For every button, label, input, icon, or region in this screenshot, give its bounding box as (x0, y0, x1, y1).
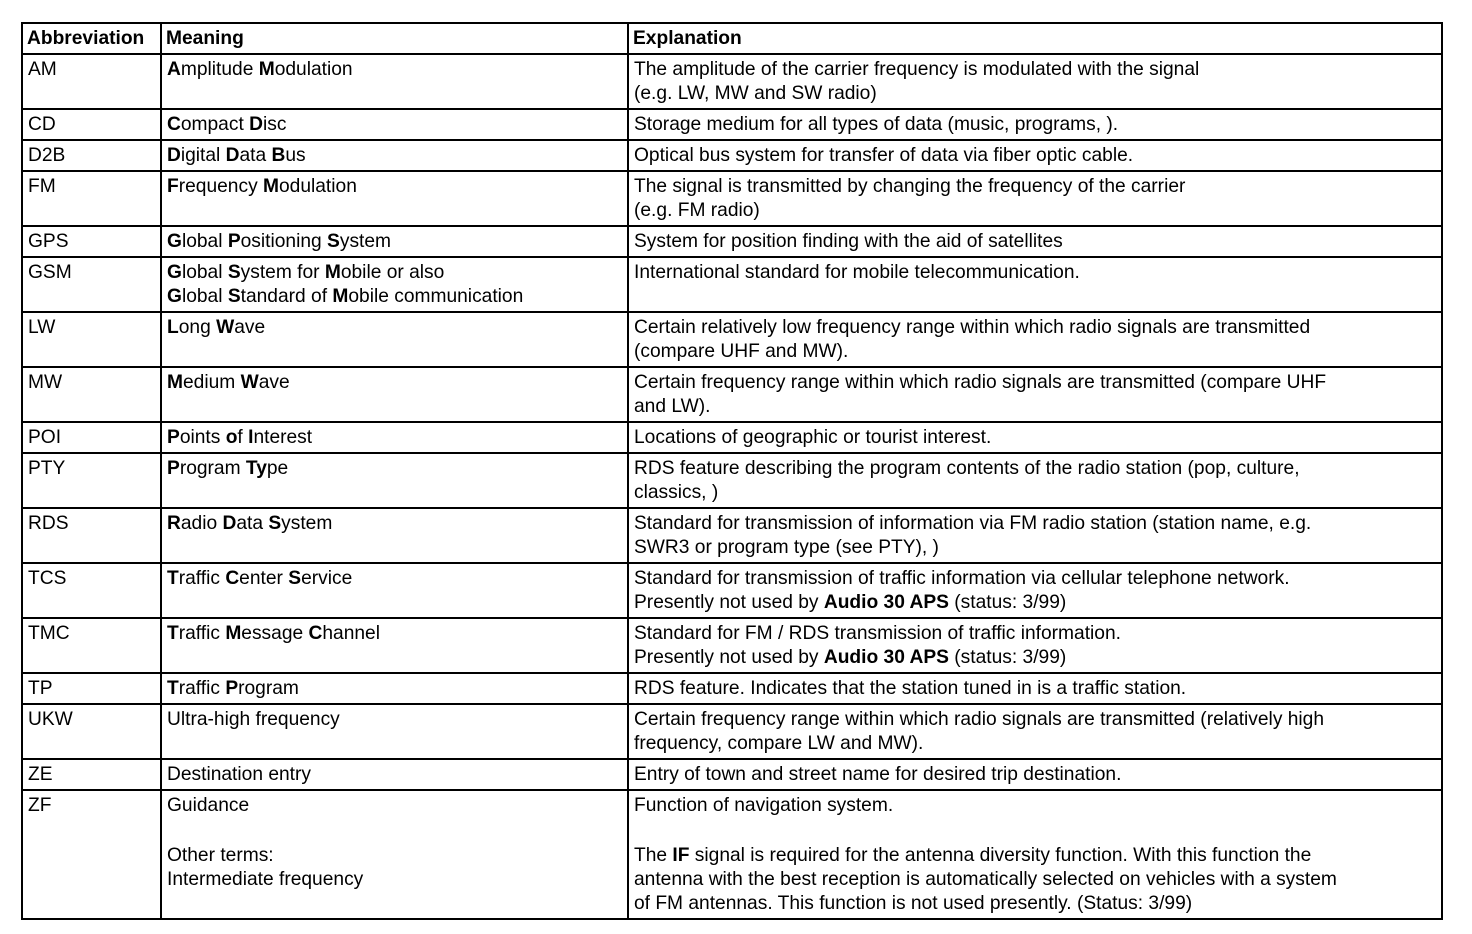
explanation-line (634, 395, 1437, 419)
abbreviation-cell: LW (22, 312, 161, 367)
text-segment: Other terms: (167, 845, 274, 866)
table-row (22, 618, 1442, 673)
text-segment: f (237, 427, 249, 448)
meaning-line (167, 316, 623, 340)
explanation-cell (628, 54, 1442, 109)
bold-text: P (227, 231, 241, 252)
table-row (22, 790, 1442, 919)
explanation-line (634, 794, 1437, 818)
text-segment: rogram (238, 678, 299, 699)
meaning-cell (161, 453, 628, 508)
text-segment: requency (178, 176, 263, 197)
explanation-line (634, 82, 1437, 106)
text-segment: enter (239, 568, 289, 589)
bold-text: D (225, 145, 240, 166)
explanation-line (634, 677, 1437, 701)
table-row (22, 673, 1442, 704)
bold-text: D (222, 513, 237, 534)
meaning-line (167, 708, 623, 732)
meaning-line (167, 868, 623, 892)
bold-text: L (167, 317, 179, 338)
meaning-cell (161, 563, 628, 618)
text-segment: and LW). (634, 396, 711, 417)
bold-text: S (268, 513, 282, 534)
text-segment: raffic (178, 568, 226, 589)
text-segment: ata (236, 513, 269, 534)
text-segment: SWR3 or program type (see PTY), ) (634, 537, 939, 558)
text-segment: The signal is transmitted by changing the frequency of the carrier (634, 176, 1186, 197)
meaning-cell (161, 257, 628, 312)
explanation-cell (628, 618, 1442, 673)
table-row (22, 704, 1442, 759)
explanation-line (634, 868, 1437, 892)
text-segment: Ultra-high frequency (167, 709, 340, 730)
text-segment: adio (180, 513, 223, 534)
explanation-cell (628, 171, 1442, 226)
meaning-line (167, 113, 623, 137)
bold-text: M (263, 176, 279, 197)
text-segment: ervice (301, 568, 353, 589)
explanation-cell (628, 790, 1442, 919)
explanation-line (634, 113, 1437, 137)
text-segment: igital (180, 145, 226, 166)
explanation-line (634, 591, 1437, 615)
abbreviation-cell: GSM (22, 257, 161, 312)
text-segment: Optical bus system for transfer of data via fiber optic cable. (634, 145, 1134, 166)
text-segment: Standard for FM / RDS transmission of traffic information. (634, 623, 1121, 644)
meaning-line (167, 677, 623, 701)
bold-text: S (227, 286, 241, 307)
explanation-line (634, 340, 1437, 364)
meaning-cell (161, 618, 628, 673)
bold-text: G (167, 286, 182, 307)
explanation-cell (628, 312, 1442, 367)
meaning-line (167, 763, 623, 787)
meaning-line (167, 285, 623, 309)
abbreviation-cell: AM (22, 54, 161, 109)
text-segment: ompact (180, 114, 250, 135)
text-segment: ave (258, 372, 290, 393)
bold-text: B (271, 145, 286, 166)
table-row (22, 453, 1442, 508)
text-segment: ystem (281, 513, 333, 534)
meaning-line (167, 371, 623, 395)
abbreviation-table (21, 22, 1443, 920)
meaning-cell (161, 673, 628, 704)
bold-text: T (167, 678, 179, 699)
bold-text: S (227, 262, 241, 283)
table-row (22, 759, 1442, 790)
text-segment: (status: 3/99) (948, 647, 1067, 668)
explanation-line (634, 892, 1437, 916)
bold-text: C (225, 568, 240, 589)
explanation-line (634, 144, 1437, 168)
meaning-cell (161, 704, 628, 759)
explanation-cell (628, 109, 1442, 140)
bold-text: A (167, 59, 181, 80)
abbreviation-cell: ZE (22, 759, 161, 790)
text-segment: Entry of town and street name for desired trip destination. (634, 764, 1122, 785)
table-row (22, 54, 1442, 109)
text-segment: essage (241, 623, 309, 644)
explanation-line (634, 58, 1437, 82)
explanation-line (634, 646, 1437, 670)
text-segment: Function of navigation system. (634, 795, 894, 816)
text-segment: ong (178, 317, 217, 338)
explanation-cell (628, 226, 1442, 257)
text-segment: System for position finding with the aid of satellites (634, 231, 1063, 252)
explanation-line (634, 199, 1437, 223)
explanation-line (634, 622, 1437, 646)
explanation-cell (628, 704, 1442, 759)
abbreviation-cell: FM (22, 171, 161, 226)
blank-line (634, 818, 1437, 844)
text-segment: tandard of (240, 286, 333, 307)
explanation-cell (628, 140, 1442, 171)
text-segment: obile communication (348, 286, 524, 307)
explanation-line (634, 708, 1437, 732)
explanation-line (634, 316, 1437, 340)
text-segment: (e.g. LW, MW and SW radio) (634, 83, 877, 104)
table-row (22, 563, 1442, 618)
table-row (22, 257, 1442, 312)
bold-text: T (167, 568, 179, 589)
text-segment: odulation (274, 59, 353, 80)
explanation-line (634, 371, 1437, 395)
text-segment: Certain relatively low frequency range within which radio signals are transmitted (634, 317, 1311, 338)
meaning-line (167, 426, 623, 450)
bold-text: P (167, 427, 180, 448)
bold-text: S (327, 231, 340, 252)
abbreviation-cell: TP (22, 673, 161, 704)
meaning-line (167, 144, 623, 168)
text-segment: us (285, 145, 306, 166)
table-row (22, 422, 1442, 453)
explanation-cell (628, 508, 1442, 563)
table-header-row (22, 23, 1442, 54)
abbreviation-cell: RDS (22, 508, 161, 563)
bold-text: W (240, 372, 259, 393)
text-segment: ata (239, 145, 272, 166)
explanation-cell (628, 453, 1442, 508)
text-segment: The (634, 845, 673, 866)
bold-text: M (167, 372, 183, 393)
text-segment: raffic (178, 623, 226, 644)
bold-text: I (248, 427, 254, 448)
explanation-line (634, 732, 1437, 756)
text-segment: hannel (322, 623, 380, 644)
meaning-cell (161, 759, 628, 790)
bold-text: D (167, 145, 181, 166)
bold-text: Audio 30 APS (823, 647, 949, 668)
text-segment: (compare UHF and MW). (634, 341, 849, 362)
text-segment: ystem (339, 231, 392, 252)
bold-text: F (167, 176, 179, 197)
text-segment: Standard for transmission of information via FM radio station (station name, e.g. (634, 513, 1312, 534)
meaning-cell (161, 367, 628, 422)
meaning-cell (161, 226, 628, 257)
text-segment: raffic (178, 678, 226, 699)
meaning-line (167, 622, 623, 646)
abbreviation-cell: TMC (22, 618, 161, 673)
table-row (22, 140, 1442, 171)
header-abbreviation: Abbreviation (22, 23, 161, 54)
text-segment: lobal (181, 286, 228, 307)
text-segment: Presently not used by (634, 647, 824, 668)
text-segment: classics, ) (634, 482, 719, 503)
text-segment: ave (234, 317, 266, 338)
explanation-cell (628, 367, 1442, 422)
abbreviation-cell: CD (22, 109, 161, 140)
text-segment: Locations of geographic or tourist interest. (634, 427, 992, 448)
abbreviation-cell: ZF (22, 790, 161, 919)
text-segment: antenna with the best reception is automatically selected on vehicles with a system (634, 869, 1337, 890)
table-row (22, 226, 1442, 257)
explanation-cell (628, 257, 1442, 312)
meaning-line (167, 261, 623, 285)
header-explanation: Explanation (628, 23, 1442, 54)
text-segment: ystem for (240, 262, 325, 283)
table-row (22, 508, 1442, 563)
text-segment: oints (179, 427, 226, 448)
meaning-cell (161, 422, 628, 453)
table-row (22, 312, 1442, 367)
bold-text: C (167, 114, 181, 135)
meaning-cell (161, 109, 628, 140)
explanation-cell (628, 563, 1442, 618)
text-segment: edium (182, 372, 241, 393)
table-body (22, 54, 1442, 919)
bold-text: S (288, 568, 302, 589)
abbreviation-cell: PTY (22, 453, 161, 508)
explanation-cell (628, 422, 1442, 453)
text-segment: nterest (253, 427, 313, 448)
abbreviation-cell: D2B (22, 140, 161, 171)
explanation-line (634, 536, 1437, 560)
bold-text: C (308, 623, 323, 644)
text-segment: rogram (179, 458, 246, 479)
meaning-cell (161, 312, 628, 367)
text-segment: The amplitude of the carrier frequency is modulated with the signal (634, 59, 1200, 80)
explanation-line (634, 763, 1437, 787)
bold-text: IF (672, 845, 690, 866)
bold-text: o (225, 427, 238, 448)
bold-text: Audio 30 APS (823, 592, 949, 613)
bold-text: M (332, 286, 349, 307)
table-row (22, 367, 1442, 422)
explanation-cell (628, 673, 1442, 704)
text-segment: (status: 3/99) (948, 592, 1067, 613)
text-segment: odulation (278, 176, 357, 197)
bold-text: M (225, 623, 242, 644)
explanation-line (634, 844, 1437, 868)
bold-text: G (167, 262, 182, 283)
bold-text: W (216, 317, 235, 338)
bold-text: D (249, 114, 263, 135)
text-segment: pe (266, 458, 289, 479)
bold-text: P (167, 458, 180, 479)
explanation-line (634, 457, 1437, 481)
meaning-cell (161, 790, 628, 919)
abbreviation-cell: MW (22, 367, 161, 422)
text-segment: Destination entry (167, 764, 311, 785)
table-row (22, 171, 1442, 226)
explanation-cell (628, 759, 1442, 790)
table-row (22, 109, 1442, 140)
explanation-line (634, 426, 1437, 450)
bold-text: Ty (245, 458, 267, 479)
meaning-line (167, 794, 623, 818)
meaning-line (167, 58, 623, 82)
explanation-line (634, 261, 1437, 285)
text-segment: RDS feature describing the program contents of the radio station (pop, culture, (634, 458, 1300, 479)
text-segment: lobal (181, 231, 228, 252)
text-segment: Certain frequency range within which radio signals are transmitted (compare UHF (634, 372, 1327, 393)
meaning-cell (161, 171, 628, 226)
text-segment: isc (262, 114, 287, 135)
text-segment: Presently not used by (634, 592, 824, 613)
text-segment: RDS feature. Indicates that the station tuned in is a traffic station. (634, 678, 1187, 699)
explanation-line (634, 175, 1437, 199)
bold-text: T (167, 623, 179, 644)
text-segment: frequency, compare LW and MW). (634, 733, 924, 754)
meaning-cell (161, 54, 628, 109)
meaning-line (167, 457, 623, 481)
header-meaning: Meaning (161, 23, 628, 54)
bold-text: R (167, 513, 181, 534)
text-segment: Standard for transmission of traffic information via cellular telephone network. (634, 568, 1290, 589)
explanation-line (634, 567, 1437, 591)
meaning-line (167, 175, 623, 199)
text-segment: International standard for mobile telecommunication. (634, 262, 1080, 283)
bold-text: P (225, 678, 239, 699)
text-segment: Intermediate frequency (167, 869, 364, 890)
text-segment: obile or also (340, 262, 445, 283)
abbreviation-cell: UKW (22, 704, 161, 759)
text-segment: signal is required for the antenna diversity function. With this function the (689, 845, 1312, 866)
bold-text: M (324, 262, 341, 283)
explanation-line (634, 512, 1437, 536)
explanation-line (634, 230, 1437, 254)
bold-text: M (258, 59, 275, 80)
abbreviation-cell: TCS (22, 563, 161, 618)
text-segment: Storage medium for all types of data (music, programs, ). (634, 114, 1119, 135)
text-segment: mplitude (180, 59, 259, 80)
bold-text: G (167, 231, 182, 252)
blank-line (167, 818, 623, 844)
text-segment: Guidance (167, 795, 250, 816)
explanation-line (634, 481, 1437, 505)
meaning-line (167, 512, 623, 536)
text-segment: Certain frequency range within which radio signals are transmitted (relatively high (634, 709, 1325, 730)
text-segment: (e.g. FM radio) (634, 200, 760, 221)
meaning-line (167, 230, 623, 254)
text-segment: of FM antennas. This function is not used presently. (Status: 3/99) (634, 893, 1193, 914)
meaning-line (167, 844, 623, 868)
text-segment: lobal (181, 262, 228, 283)
meaning-cell (161, 508, 628, 563)
meaning-line (167, 567, 623, 591)
meaning-cell (161, 140, 628, 171)
text-segment: ositioning (240, 231, 328, 252)
abbreviation-cell: POI (22, 422, 161, 453)
abbreviation-cell: GPS (22, 226, 161, 257)
